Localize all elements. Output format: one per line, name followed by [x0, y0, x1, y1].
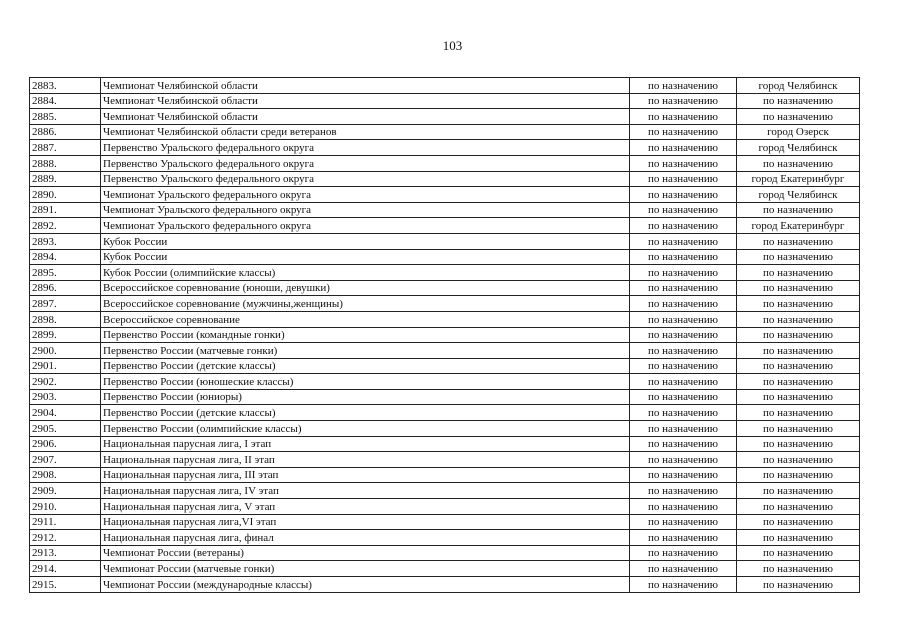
table-row — [30, 187, 860, 203]
selection-method-cell: по назначению — [630, 545, 737, 561]
event-name-cell: Чемпионат России (международные классы) — [101, 577, 630, 593]
selection-method-cell: по назначению — [630, 109, 737, 125]
venue-cell: по назначению — [737, 436, 860, 452]
venue-cell: по назначению — [737, 545, 860, 561]
row-number-cell: 2897. — [30, 296, 101, 312]
row-number-cell: 2886. — [30, 124, 101, 140]
event-name-cell: Всероссийское соревнование (юноши, девушки) — [101, 280, 630, 296]
selection-method-cell: по назначению — [630, 280, 737, 296]
row-number-cell: 2896. — [30, 280, 101, 296]
selection-method-cell: по назначению — [630, 202, 737, 218]
selection-method-cell: по назначению — [630, 343, 737, 359]
table-row — [30, 389, 860, 405]
event-name-cell: Национальная парусная лига, V этап — [101, 499, 630, 515]
venue-cell: по назначению — [737, 483, 860, 499]
table-row — [30, 467, 860, 483]
venue-cell: город Екатеринбург — [737, 171, 860, 187]
selection-method-cell: по назначению — [630, 327, 737, 343]
row-number-cell: 2884. — [30, 93, 101, 109]
event-name-cell: Чемпионат Уральского федерального округа — [101, 218, 630, 234]
selection-method-cell: по назначению — [630, 499, 737, 515]
venue-cell: по назначению — [737, 577, 860, 593]
event-name-cell: Первенство России (командные гонки) — [101, 327, 630, 343]
event-name-cell: Чемпионат России (матчевые гонки) — [101, 561, 630, 577]
table-row — [30, 78, 860, 94]
event-name-cell: Первенство России (детские классы) — [101, 358, 630, 374]
event-name-cell: Национальная парусная лига, II этап — [101, 452, 630, 468]
venue-cell: по назначению — [737, 389, 860, 405]
row-number-cell: 2913. — [30, 545, 101, 561]
event-name-cell: Первенство России (юниоры) — [101, 389, 630, 405]
event-name-cell: Кубок России — [101, 249, 630, 265]
selection-method-cell: по назначению — [630, 405, 737, 421]
selection-method-cell: по назначению — [630, 452, 737, 468]
table-row — [30, 155, 860, 171]
venue-cell: по назначению — [737, 296, 860, 312]
page-number: 103 — [442, 38, 463, 53]
venue-cell: по назначению — [737, 499, 860, 515]
venue-cell: город Екатеринбург — [737, 218, 860, 234]
event-name-cell: Национальная парусная лига, III этап — [101, 467, 630, 483]
row-number-cell: 2902. — [30, 374, 101, 390]
row-number-cell: 2907. — [30, 452, 101, 468]
events-table — [29, 77, 860, 593]
selection-method-cell: по назначению — [630, 561, 737, 577]
row-number-cell: 2887. — [30, 140, 101, 156]
table-row — [30, 452, 860, 468]
table-row — [30, 483, 860, 499]
table-row — [30, 296, 860, 312]
venue-cell: по назначению — [737, 421, 860, 437]
table-row — [30, 327, 860, 343]
row-number-cell: 2912. — [30, 530, 101, 546]
table-row — [30, 202, 860, 218]
event-name-cell: Первенство Уральского федерального округа — [101, 171, 630, 187]
table-row — [30, 436, 860, 452]
selection-method-cell: по назначению — [630, 265, 737, 281]
row-number-cell: 2898. — [30, 311, 101, 327]
selection-method-cell: по назначению — [630, 296, 737, 312]
row-number-cell: 2904. — [30, 405, 101, 421]
table-row — [30, 265, 860, 281]
event-name-cell: Кубок России — [101, 233, 630, 249]
selection-method-cell: по назначению — [630, 436, 737, 452]
venue-cell: по назначению — [737, 530, 860, 546]
row-number-cell: 2883. — [30, 78, 101, 94]
row-number-cell: 2899. — [30, 327, 101, 343]
venue-cell: по назначению — [737, 233, 860, 249]
venue-cell: город Челябинск — [737, 78, 860, 94]
event-name-cell: Первенство России (матчевые гонки) — [101, 343, 630, 359]
event-name-cell: Чемпионат Челябинской области — [101, 78, 630, 94]
row-number-cell: 2905. — [30, 421, 101, 437]
table-row — [30, 249, 860, 265]
row-number-cell: 2909. — [30, 483, 101, 499]
event-name-cell: Первенство России (олимпийские классы) — [101, 421, 630, 437]
event-name-cell: Национальная парусная лига,VI этап — [101, 514, 630, 530]
selection-method-cell: по назначению — [630, 140, 737, 156]
selection-method-cell: по назначению — [630, 483, 737, 499]
selection-method-cell: по назначению — [630, 124, 737, 140]
row-number-cell: 2893. — [30, 233, 101, 249]
row-number-cell: 2900. — [30, 343, 101, 359]
table-row — [30, 545, 860, 561]
row-number-cell: 2910. — [30, 499, 101, 515]
table-row — [30, 280, 860, 296]
event-name-cell: Чемпионат Челябинской области — [101, 93, 630, 109]
selection-method-cell: по назначению — [630, 218, 737, 234]
selection-method-cell: по назначению — [630, 311, 737, 327]
table-row — [30, 577, 860, 593]
venue-cell: по назначению — [737, 374, 860, 390]
selection-method-cell: по назначению — [630, 389, 737, 405]
venue-cell: по назначению — [737, 467, 860, 483]
row-number-cell: 2906. — [30, 436, 101, 452]
venue-cell: по назначению — [737, 155, 860, 171]
venue-cell: по назначению — [737, 561, 860, 577]
venue-cell: по назначению — [737, 202, 860, 218]
selection-method-cell: по назначению — [630, 155, 737, 171]
selection-method-cell: по назначению — [630, 421, 737, 437]
table-row — [30, 171, 860, 187]
venue-cell: по назначению — [737, 249, 860, 265]
venue-cell: город Челябинск — [737, 140, 860, 156]
event-name-cell: Первенство Уральского федерального округа — [101, 140, 630, 156]
event-name-cell: Всероссийское соревнование (мужчины,женщины) — [101, 296, 630, 312]
row-number-cell: 2885. — [30, 109, 101, 125]
venue-cell: по назначению — [737, 343, 860, 359]
event-name-cell: Чемпионат Челябинской области — [101, 109, 630, 125]
event-name-cell: Первенство России (детские классы) — [101, 405, 630, 421]
table-row — [30, 343, 860, 359]
venue-cell: по назначению — [737, 358, 860, 374]
selection-method-cell: по назначению — [630, 249, 737, 265]
table-row — [30, 109, 860, 125]
venue-cell: по назначению — [737, 93, 860, 109]
venue-cell: город Озерск — [737, 124, 860, 140]
row-number-cell: 2890. — [30, 187, 101, 203]
venue-cell: по назначению — [737, 452, 860, 468]
venue-cell: по назначению — [737, 265, 860, 281]
event-name-cell: Всероссийское соревнование — [101, 311, 630, 327]
row-number-cell: 2891. — [30, 202, 101, 218]
selection-method-cell: по назначению — [630, 514, 737, 530]
table-row — [30, 140, 860, 156]
event-name-cell: Национальная парусная лига, финал — [101, 530, 630, 546]
event-name-cell: Первенство Уральского федерального округа — [101, 155, 630, 171]
row-number-cell: 2914. — [30, 561, 101, 577]
venue-cell: по назначению — [737, 514, 860, 530]
venue-cell: город Челябинск — [737, 187, 860, 203]
venue-cell: по назначению — [737, 311, 860, 327]
row-number-cell: 2892. — [30, 218, 101, 234]
event-name-cell: Чемпионат Челябинской области среди ветеранов — [101, 124, 630, 140]
row-number-cell: 2889. — [30, 171, 101, 187]
table-row — [30, 405, 860, 421]
event-name-cell: Первенство России (юношеские классы) — [101, 374, 630, 390]
table-row — [30, 421, 860, 437]
table-row — [30, 530, 860, 546]
selection-method-cell: по назначению — [630, 530, 737, 546]
selection-method-cell: по назначению — [630, 233, 737, 249]
selection-method-cell: по назначению — [630, 358, 737, 374]
venue-cell: по назначению — [737, 280, 860, 296]
selection-method-cell: по назначению — [630, 187, 737, 203]
event-name-cell: Чемпионат Уральского федерального округа — [101, 202, 630, 218]
table-row — [30, 311, 860, 327]
selection-method-cell: по назначению — [630, 577, 737, 593]
table-row — [30, 561, 860, 577]
selection-method-cell: по назначению — [630, 93, 737, 109]
table-row — [30, 218, 860, 234]
row-number-cell: 2908. — [30, 467, 101, 483]
table-row — [30, 499, 860, 515]
event-name-cell: Кубок России (олимпийские классы) — [101, 265, 630, 281]
row-number-cell: 2894. — [30, 249, 101, 265]
selection-method-cell: по назначению — [630, 374, 737, 390]
row-number-cell: 2915. — [30, 577, 101, 593]
venue-cell: по назначению — [737, 405, 860, 421]
venue-cell: по назначению — [737, 327, 860, 343]
table-row — [30, 358, 860, 374]
table-row — [30, 514, 860, 530]
table-row — [30, 233, 860, 249]
selection-method-cell: по назначению — [630, 171, 737, 187]
event-name-cell: Национальная парусная лига, I этап — [101, 436, 630, 452]
row-number-cell: 2903. — [30, 389, 101, 405]
event-name-cell: Национальная парусная лига, IV этап — [101, 483, 630, 499]
selection-method-cell: по назначению — [630, 78, 737, 94]
row-number-cell: 2895. — [30, 265, 101, 281]
venue-cell: по назначению — [737, 109, 860, 125]
event-name-cell: Чемпионат Уральского федерального округа — [101, 187, 630, 203]
row-number-cell: 2911. — [30, 514, 101, 530]
event-name-cell: Чемпионат России (ветераны) — [101, 545, 630, 561]
table-row — [30, 124, 860, 140]
selection-method-cell: по назначению — [630, 467, 737, 483]
table-row — [30, 93, 860, 109]
events-table-body — [30, 78, 860, 593]
row-number-cell: 2888. — [30, 155, 101, 171]
row-number-cell: 2901. — [30, 358, 101, 374]
table-row — [30, 374, 860, 390]
